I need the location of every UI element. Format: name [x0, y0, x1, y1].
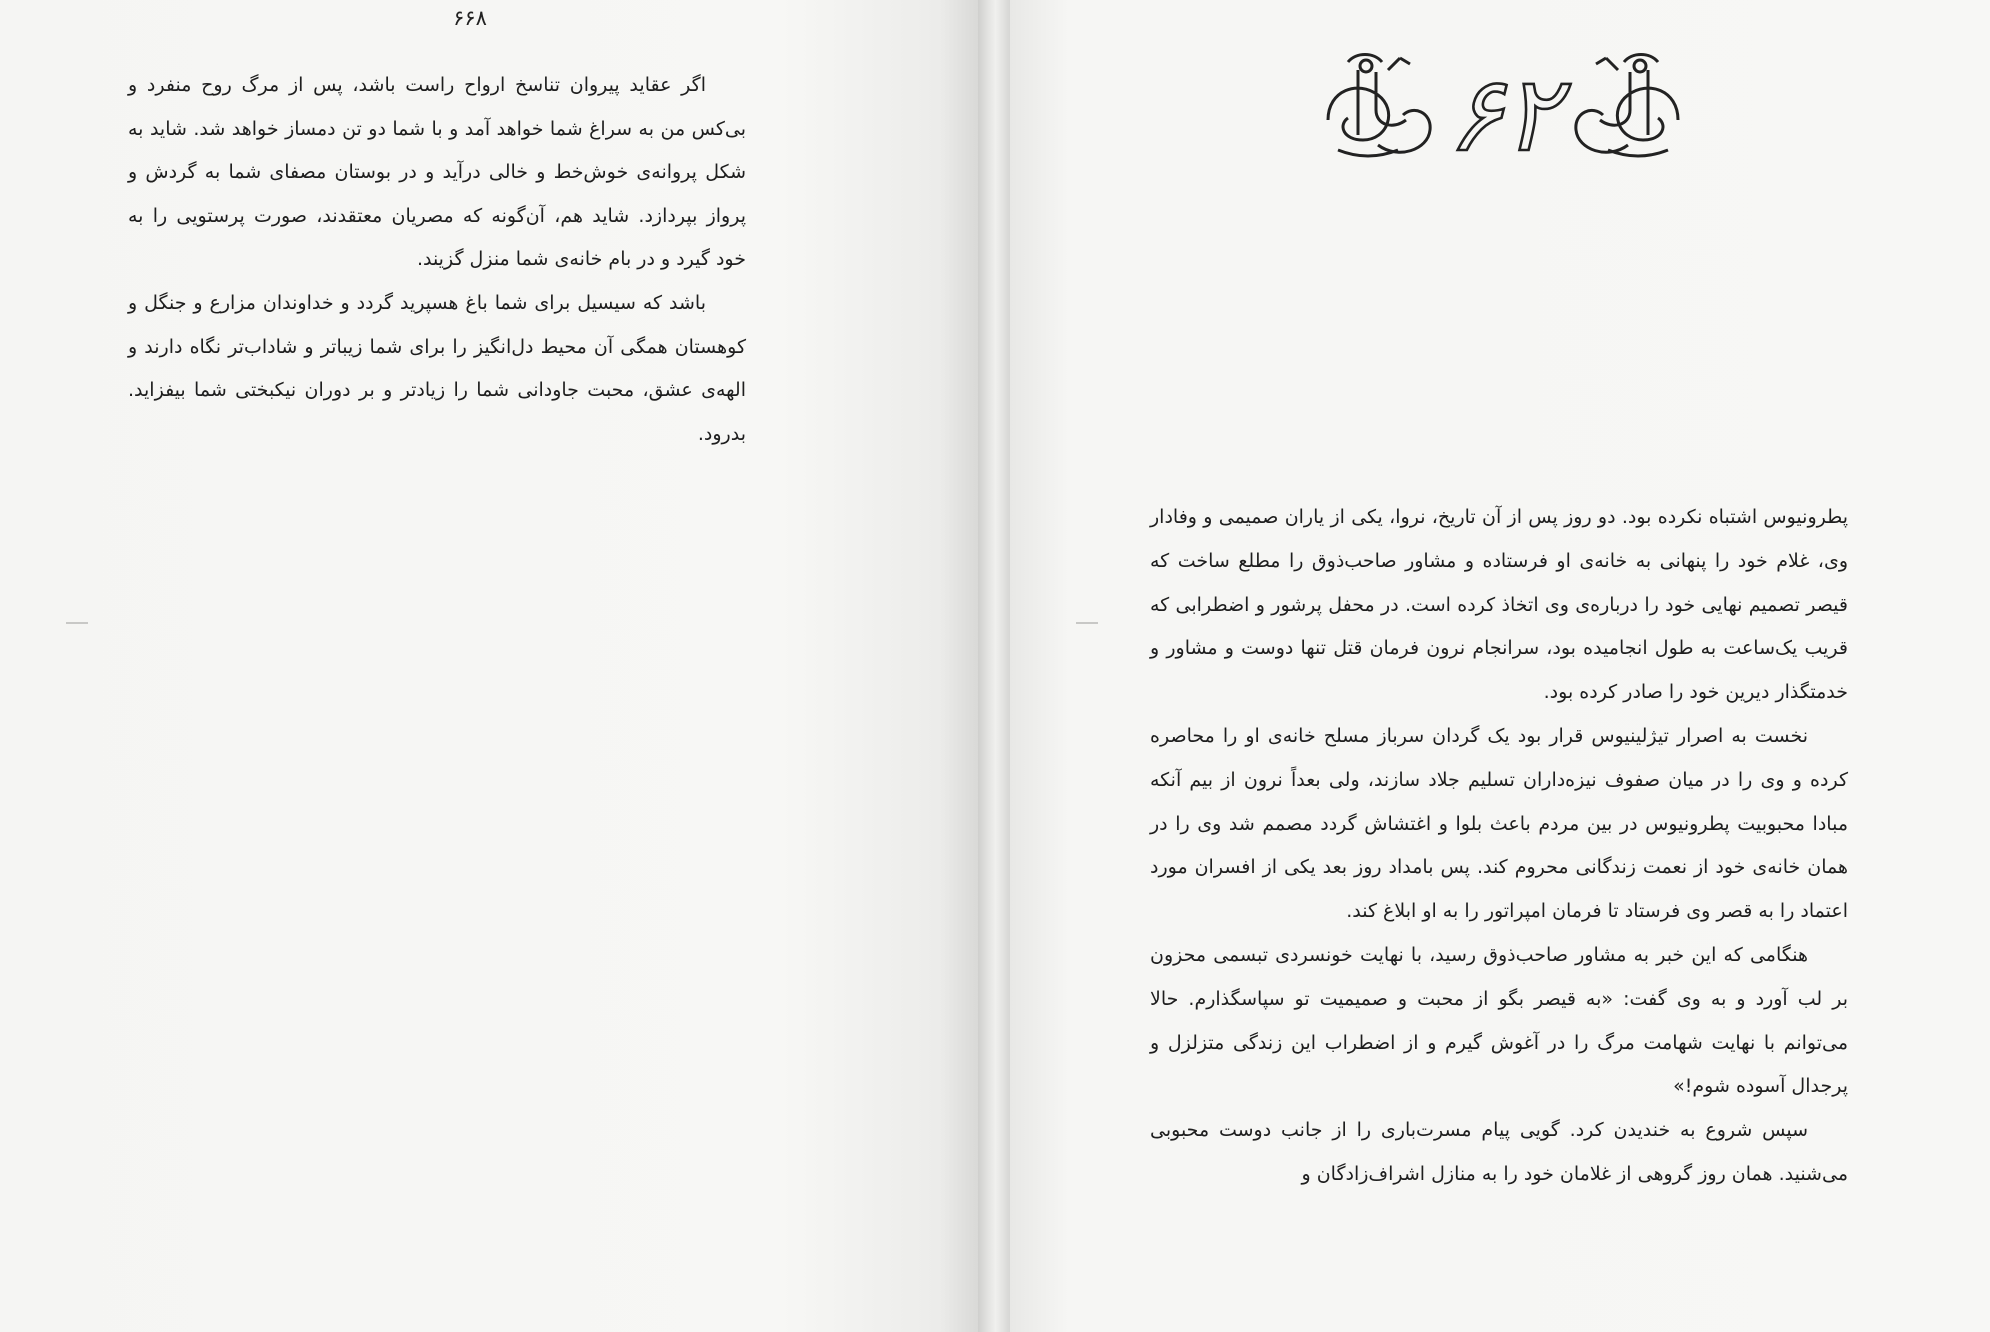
left-page-body	[128, 64, 746, 456]
right-page-body	[1150, 496, 1848, 1197]
paragraph: نخست به اصرار تیژلینیوس قرار بود یک گردان سرباز مسلح خانه‌ی او را محاصره کرده و وی را در میان صفوف نیزه‌داران تسلیم جلاد سازند، ولی بعداً نرون از بیم آنکه مبادا محبوبیت پطرونیوس در بین مردم باعث بلوا و اغتشاش گردد مصمم شد وی را در همان خانه‌ی خود از نعمت زندگانی محروم کند. پس بامداد روز بعد یکی از افسران مورد اعتماد را به قصر وی فرستاد تا فرمان امپراتور را به او ابلاغ کند.	[1150, 724, 1848, 923]
paragraph: هنگامی که این خبر به مشاور صاحب‌ذوق رسید، با نهایت خونسردی تبسمی محزون بر لب آورد و به وی گفت: «به قیصر بگو از محبت و صمیمیت تو سپاسگذارم. حالا می‌توانم با نهایت شهامت مرگ را در آغوش گیرم و از اضطراب این زندگی متزلزل و پرجدال آسوده شوم!»	[1150, 943, 1848, 1098]
paper-mark	[1076, 622, 1098, 624]
right-flourish-icon	[1576, 55, 1678, 157]
chapter-number: ۶۲	[1447, 53, 1559, 168]
paragraph: سپس شروع به خندیدن کرد. گویی پیام مسرت‌باری را از جانب دوست محبوبی می‌شنید. همان روز گروهی از غلامان خود را به منازل اشراف‌زادگان و	[1150, 1119, 1848, 1185]
left-page	[0, 0, 978, 1332]
paper-mark	[66, 622, 88, 624]
book-gutter	[978, 0, 1010, 1332]
left-flourish-icon	[1328, 55, 1430, 157]
paragraph: اگر عقاید پیروان تناسخ ارواح راست باشد، پس از مرگ روح منفرد و بی‌کس من به سراغ شما خواهد آمد و با شما دو تن دمساز خواهد شد. شاید به شکل پروانه‌ی خوش‌خط و خالی درآید و در بوستان مصفای شما به گردش و پرواز بپردازد. شاید هم، آن‌گونه که مصریان معتقدند، صورت پرستویی را به خود گیرد و در بام خانه‌ی شما منزل گزیند.	[128, 74, 746, 271]
paragraph: پطرونیوس اشتباه نکرده بود. دو روز پس از آن تاریخ، نروا، یکی از یاران صمیمی و وفادار وی، غلام خود را پنهانی به خانه‌ی او فرستاده و مشاور صاحب‌ذوق را مطلع ساخت که قیصر تصمیم نهایی خود را درباره‌ی وی اتخاذ کرده است. در محفل پرشور و اضطرابی که قریب یک‌ساعت به طول انجامیده بود، سرانجام نرون فرمان قتل تنها دوست و مشاور و خدمتگذار دیرین خود را صادر کرده بود.	[1150, 506, 1848, 704]
page-number: ۶۶۸	[453, 6, 487, 30]
chapter-heading-ornament	[1318, 50, 1688, 168]
paragraph: باشد که سیسیل برای شما باغ هسپرید گردد و خداوندان مزارع و جنگل و کوهستان همگی آن محیط دل‌انگیز را برای شما زیباتر و شاداب‌تر نگاه دارند و الهه‌ی عشق، محبت جاودانی شما را زیادتر و بر دوران نیکبختی شما بیفزاید. بدرود.	[128, 291, 746, 445]
